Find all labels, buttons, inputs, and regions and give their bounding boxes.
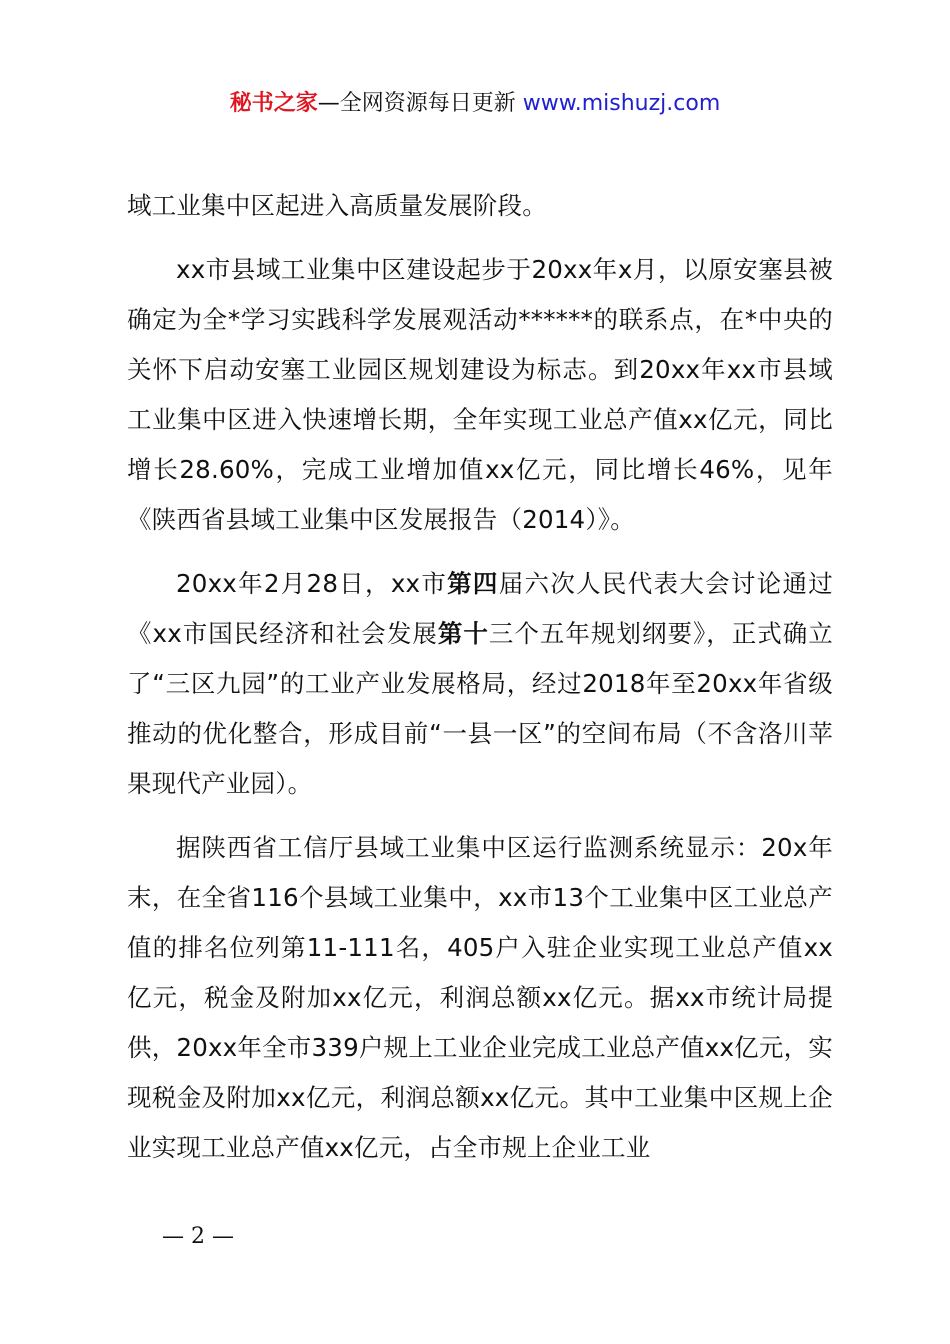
paragraph-statistics: 据陕西省工信厅县域工业集中区运行监测系统显示：20x年末，在全省116个县域工业集中，xx市13个工业集中区工业总产值的排名位列第11-111名，405户入驻企业实现工业总产值xx亿元，税金及附加xx亿元，利润总额xx亿元。据xx市统计局提供，20xx年全市339户规上工业企业完成工业总产值xx亿元，实现税金及附加xx亿元，利润总额xx亿元。其中工业集中区规上企业实现工业总产值xx亿元，占全市规上企业工业 — [127, 833, 833, 1162]
brand-name: 秘书之家 — [229, 91, 318, 116]
paragraph-plan-bold-2: 第十 — [437, 619, 489, 648]
paragraph-continuation: 域工业集中区起进入高质量发展阶段。 — [127, 191, 547, 220]
paragraph-plan-part-c: 届六次人民代表大会讨论通过《xx市国民经济和社会发展 — [127, 569, 834, 648]
site-url-link[interactable]: www.mishuzj.com — [522, 91, 721, 116]
paragraph-plan-bold-1: 第四 — [447, 569, 499, 598]
document-body — [127, 181, 833, 1187]
page-number: — 2 — — [162, 1224, 234, 1249]
paragraph-history: xx市县域工业集中区建设起步于20xx年x月，以原安塞县被确定为全*学习实践科学发展观活动******的联系点，在*中央的关怀下启动安塞工业园区规划建设为标志。到20xx年xx市县域工业集中区进入快速增长期，全年实现工业总产值xx亿元，同比增长28.60%，完成工业增加值xx亿元，同比增长46%，见年《陕西省县域工业集中区发展报告（2014）》。 — [127, 255, 833, 534]
site-header — [0, 88, 950, 120]
paragraph-plan — [127, 559, 833, 809]
header-tagline: —全网资源每日更新 — [317, 91, 516, 116]
paragraph-plan-part-d: 三个五年规划纲要》，正式确立了“三区九园”的工业产业发展格局，经过2018年至20xx年省级推动的优化整合，形成目前“一县一区”的空间布局（不含洛川苹果现代产业园）。 — [127, 619, 833, 798]
paragraph-plan-part-a: 20xx年2月28日，xx市 — [176, 569, 448, 598]
